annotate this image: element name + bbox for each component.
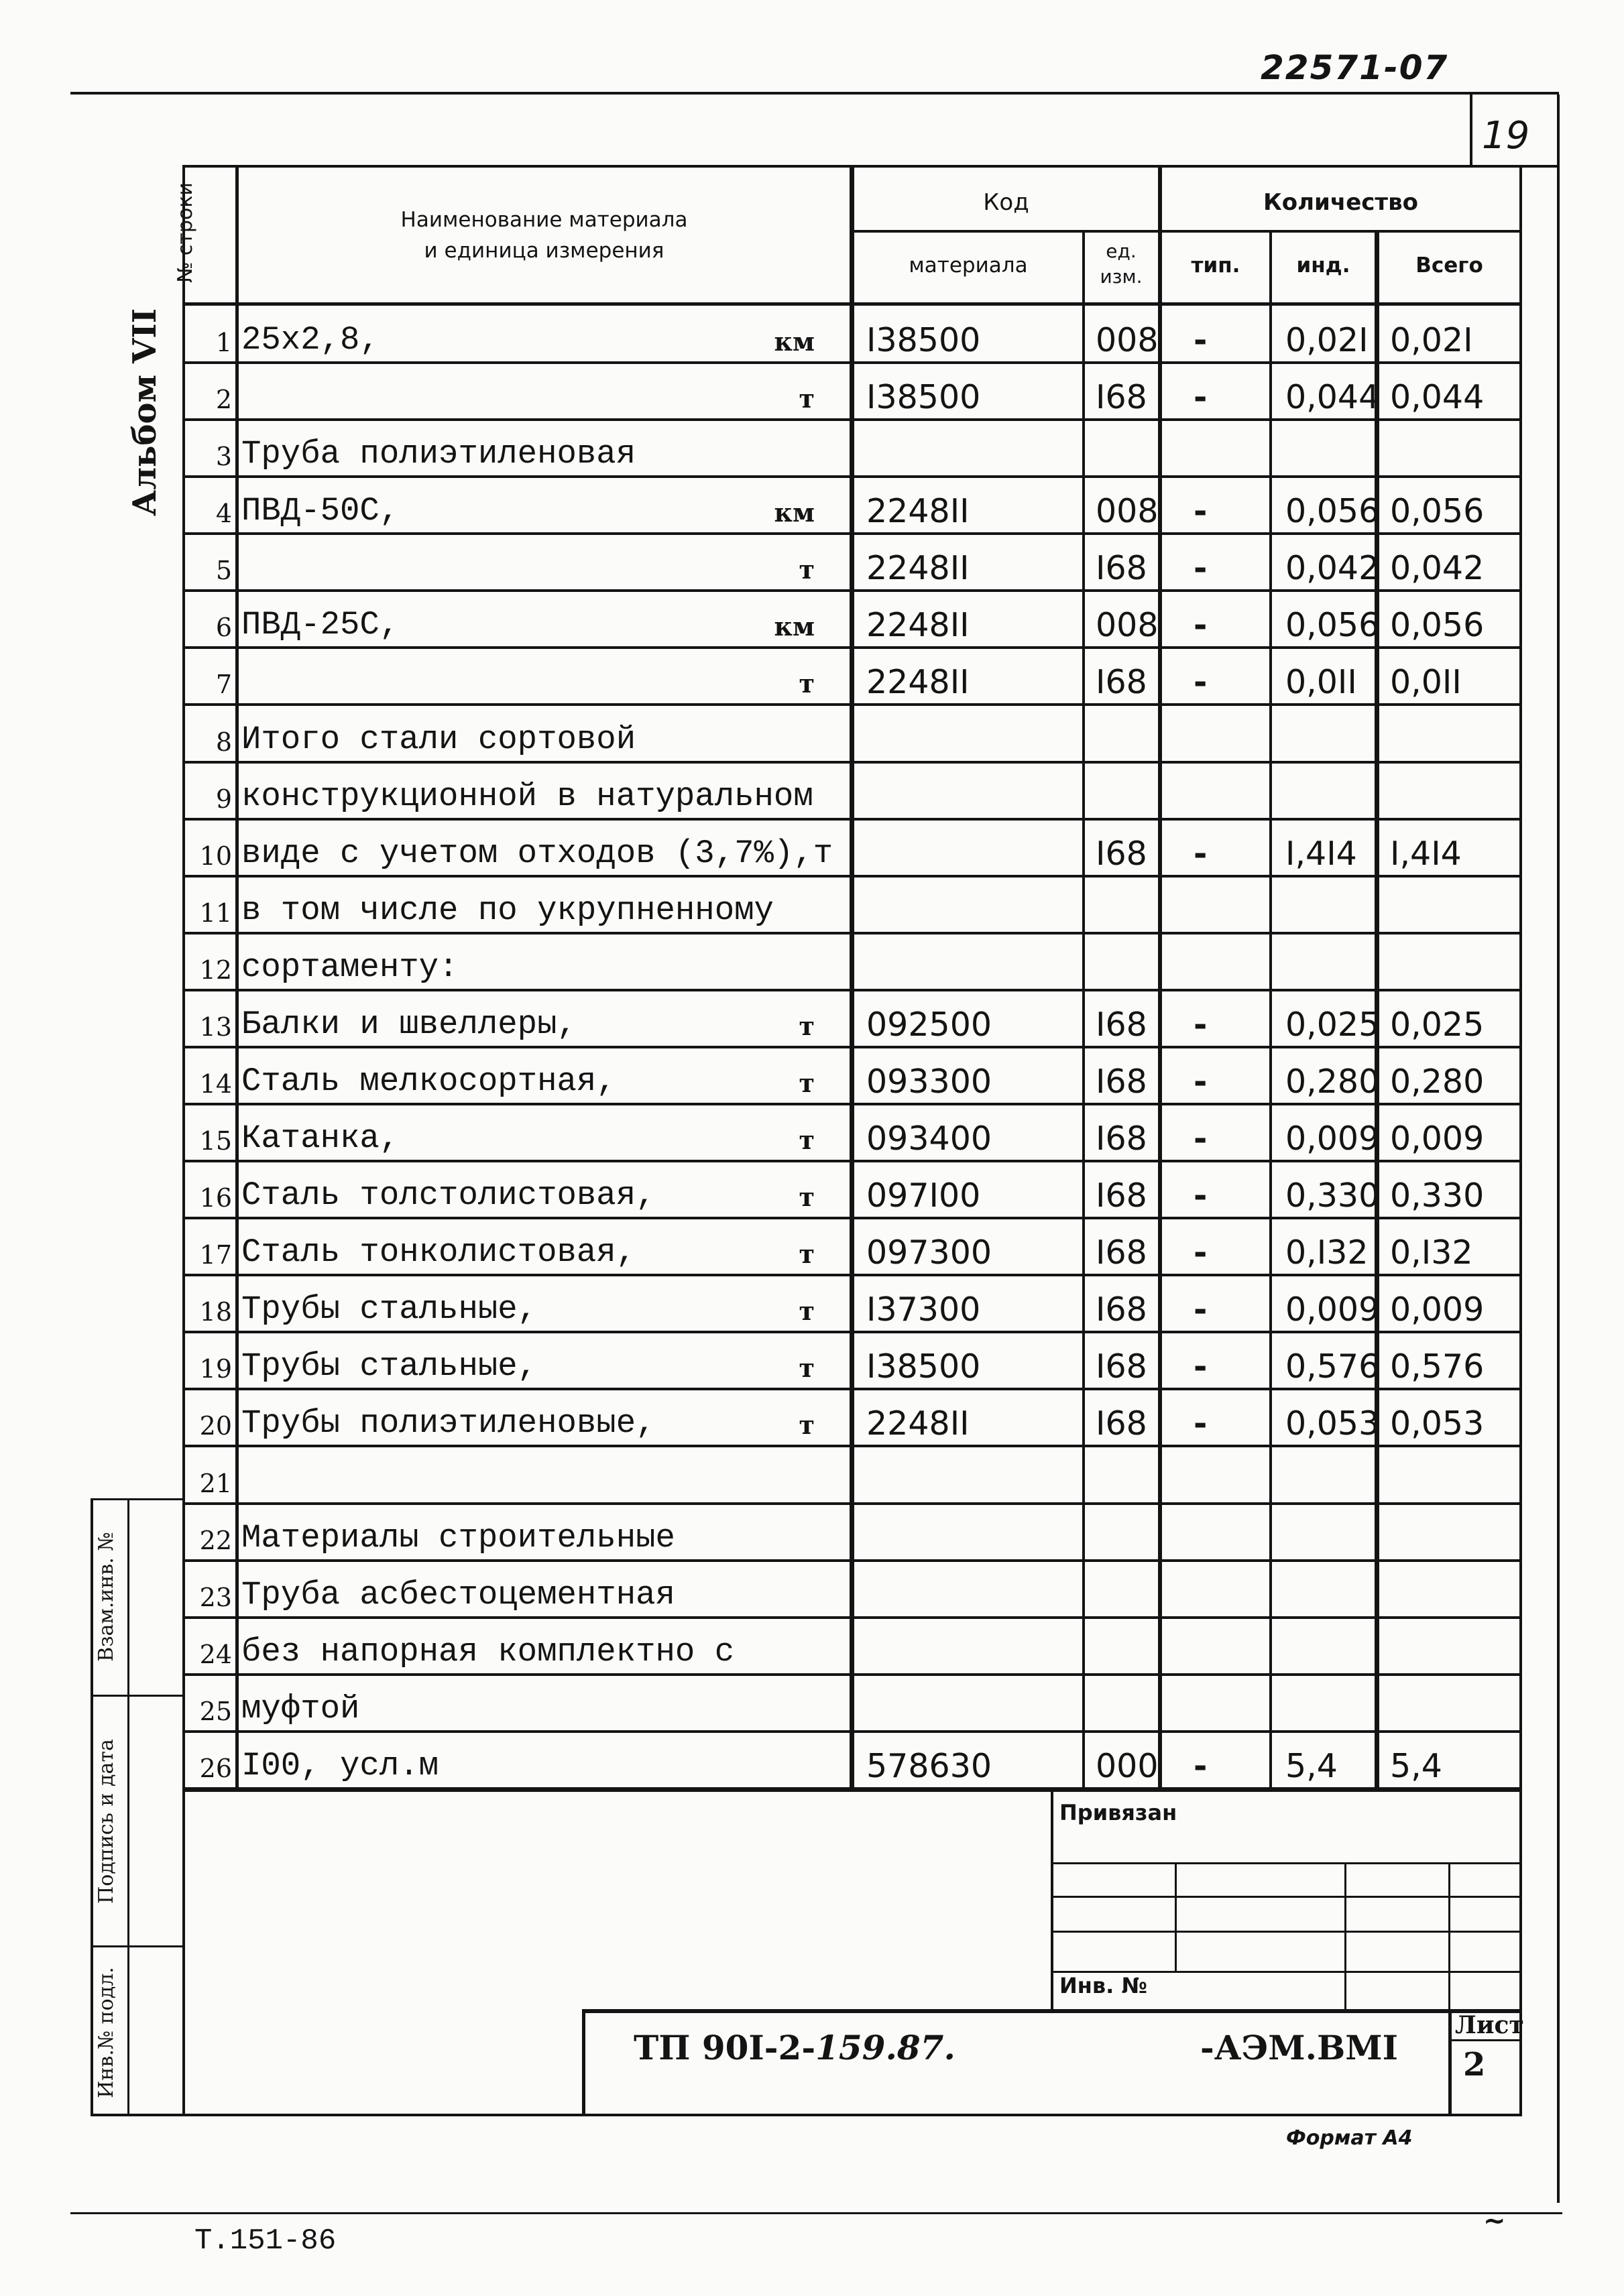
row-qty-typ: - <box>1194 1120 1208 1158</box>
designation-left <box>582 2009 585 2116</box>
row-unit-code: I68 <box>1096 1233 1147 1272</box>
format-label: Формат А4 <box>1286 2126 1413 2150</box>
row-code: 092500 <box>866 1006 992 1044</box>
row-divider <box>182 532 1522 535</box>
row-unit: т <box>799 668 815 699</box>
col-line-unit <box>1158 168 1162 1790</box>
row-divider <box>182 361 1522 364</box>
row-name: ПВД-50С, <box>241 492 400 530</box>
row-qty-total: 0,044 <box>1390 378 1485 416</box>
form-code: Т.151-86 <box>194 2224 337 2258</box>
frame-right-outer <box>1557 165 1560 2203</box>
row-name: 25х2,8, <box>241 321 380 359</box>
row-qty-total: 0,009 <box>1390 1290 1485 1329</box>
header-qty-total: Всего <box>1415 253 1483 278</box>
row-qty-typ: - <box>1194 663 1208 701</box>
row-number: 24 <box>199 1640 232 1669</box>
row-name: Сталь толстолистовая, <box>241 1176 656 1214</box>
row-number: 18 <box>199 1297 232 1327</box>
header-row-num: № строки <box>174 182 197 283</box>
row-unit-code: 008 <box>1096 492 1159 530</box>
col-line-material <box>1082 231 1085 1790</box>
row-qty-ind: 0,0II <box>1285 663 1357 701</box>
row-qty-ind: 0,056 <box>1285 606 1380 644</box>
col-line-name <box>850 168 854 1790</box>
row-unit: км <box>774 497 815 528</box>
row-qty-typ: - <box>1194 1347 1208 1386</box>
header-split <box>850 230 1522 233</box>
row-unit: т <box>799 1125 815 1155</box>
row-code: 2248II <box>866 549 970 587</box>
row-qty-total: 0,I32 <box>1390 1233 1473 1272</box>
designation-top <box>583 2009 1522 2013</box>
row-unit-code: I68 <box>1096 1176 1147 1215</box>
row-unit: т <box>799 1068 815 1098</box>
row-number: 4 <box>215 499 232 528</box>
col-line-typ <box>1269 231 1272 1790</box>
row-name: I00, усл.м <box>241 1747 439 1785</box>
row-code: I38500 <box>866 378 981 416</box>
stamp-line-3 <box>1051 1931 1522 1933</box>
row-qty-typ: - <box>1194 1176 1208 1215</box>
row-divider <box>182 818 1522 821</box>
header-code-group: Код <box>983 189 1029 216</box>
row-number: 11 <box>199 898 232 928</box>
row-divider <box>182 1559 1522 1562</box>
page-number-box-right <box>1557 95 1560 165</box>
row-name: Сталь мелкосортная, <box>241 1063 616 1100</box>
row-name: Труба полиэтиленовая <box>241 435 636 473</box>
document-number: 22571-07 <box>1261 48 1449 87</box>
row-unit: км <box>774 611 815 642</box>
row-qty-typ: - <box>1194 1006 1208 1044</box>
side-label-vzam: Взам.инв. № <box>95 1532 118 1662</box>
frame-bottom <box>91 2114 1522 2116</box>
row-divider <box>182 1445 1522 1447</box>
row-code: 097300 <box>866 1233 992 1272</box>
row-divider <box>182 1673 1522 1676</box>
stamp-col-1 <box>1175 1862 1177 1972</box>
row-divider <box>182 646 1522 649</box>
row-number: 10 <box>199 841 232 871</box>
row-divider <box>182 1103 1522 1105</box>
row-unit: т <box>799 1296 815 1326</box>
row-unit-code: I68 <box>1096 1063 1147 1101</box>
top-rule <box>70 92 1559 95</box>
header-qty-group: Количество <box>1263 189 1418 216</box>
row-number: 2 <box>215 385 232 414</box>
row-qty-ind: 0,009 <box>1285 1290 1380 1329</box>
row-unit-code: I68 <box>1096 663 1147 701</box>
row-number: 23 <box>199 1583 232 1612</box>
row-divider <box>182 703 1522 706</box>
row-code: 093300 <box>866 1063 992 1101</box>
row-qty-ind: 0,I32 <box>1285 1233 1369 1272</box>
row-divider <box>182 418 1522 421</box>
designation-suffix: -АЭМ.ВМI <box>1200 2028 1398 2067</box>
designation-handwritten: 159.87. <box>815 2028 955 2067</box>
row-divider <box>182 1616 1522 1619</box>
row-qty-typ: - <box>1194 606 1208 644</box>
row-divider <box>182 1160 1522 1162</box>
album-label: Альбом VII <box>126 308 164 516</box>
row-unit-code: I68 <box>1096 1404 1147 1443</box>
page-number: 19 <box>1482 114 1530 158</box>
row-divider <box>182 1046 1522 1048</box>
row-qty-ind: 0,053 <box>1285 1404 1380 1443</box>
row-code: I38500 <box>866 1347 981 1386</box>
row-divider <box>182 475 1522 478</box>
stamp-col-2 <box>1344 1862 1346 2011</box>
row-name: Трубы стальные, <box>241 1347 538 1385</box>
row-unit: т <box>799 383 815 414</box>
header-name-line1: Наименование материала <box>400 208 688 232</box>
signature-scribble: ~ <box>1483 2206 1506 2236</box>
row-number: 7 <box>215 670 232 699</box>
row-divider <box>182 1502 1522 1505</box>
row-qty-ind: 0,009 <box>1285 1120 1380 1158</box>
page-bottom-rule <box>70 2212 1562 2214</box>
header-code-material: материала <box>909 253 1028 278</box>
row-divider <box>182 761 1522 764</box>
row-name: Трубы полиэтиленовые, <box>241 1404 656 1442</box>
stamp-privyazan: Привязан <box>1059 1800 1177 1825</box>
row-qty-total: 0,280 <box>1390 1063 1485 1101</box>
row-name: в том числе по укрупненному <box>241 892 774 929</box>
row-number: 16 <box>199 1183 232 1213</box>
row-qty-ind: 5,4 <box>1285 1747 1338 1785</box>
strip-left <box>91 1498 93 2116</box>
row-unit-code: I68 <box>1096 1006 1147 1044</box>
header-qty-ind: инд. <box>1296 253 1350 278</box>
row-qty-total: 0,330 <box>1390 1176 1485 1215</box>
row-unit-code: I68 <box>1096 378 1147 416</box>
row-qty-typ: - <box>1194 1404 1208 1443</box>
header-bottom <box>182 302 1522 306</box>
row-code: I38500 <box>866 321 981 359</box>
stamp-top <box>182 1789 1522 1792</box>
row-qty-ind: 0,056 <box>1285 492 1380 530</box>
sheet-label: Лист <box>1455 2011 1524 2039</box>
row-qty-typ: - <box>1194 492 1208 530</box>
row-qty-total: 0,009 <box>1390 1120 1485 1158</box>
designation-left-part: ТП 90I-2- <box>634 2028 816 2067</box>
row-qty-typ: - <box>1194 1747 1208 1785</box>
row-code: 2248II <box>866 1404 970 1443</box>
row-divider <box>182 989 1522 991</box>
row-qty-ind: 0,280 <box>1285 1063 1380 1101</box>
row-code: 2248II <box>866 492 970 530</box>
row-code: 2248II <box>866 606 970 644</box>
row-number: 3 <box>215 442 232 471</box>
row-number: 6 <box>215 613 232 642</box>
row-qty-ind: 0,330 <box>1285 1176 1380 1215</box>
row-qty-ind: 0,025 <box>1285 1006 1380 1044</box>
row-unit-code: I68 <box>1096 549 1147 587</box>
header-code-unit: ед. изм. <box>1100 240 1143 288</box>
row-unit-code: 008 <box>1096 606 1159 644</box>
row-unit: км <box>774 326 815 357</box>
row-qty-typ: - <box>1194 378 1208 416</box>
row-qty-typ: - <box>1194 321 1208 359</box>
side-label-inv-podl: Инв.№ подл. <box>95 1967 118 2098</box>
row-divider <box>182 589 1522 592</box>
row-divider <box>182 1730 1522 1733</box>
row-name: Трубы стальные, <box>241 1290 538 1328</box>
row-qty-ind: 0,576 <box>1285 1347 1380 1386</box>
row-divider <box>182 1274 1522 1276</box>
row-qty-total: 0,042 <box>1390 549 1485 587</box>
row-number: 15 <box>199 1126 232 1156</box>
header-qty-typ: тип. <box>1191 253 1240 278</box>
row-code: I37300 <box>866 1290 981 1329</box>
row-number: 25 <box>199 1697 232 1726</box>
row-code: 2248II <box>866 663 970 701</box>
row-qty-ind: 0,044 <box>1285 378 1380 416</box>
row-number: 12 <box>199 955 232 985</box>
row-qty-ind: I,4I4 <box>1285 835 1357 873</box>
row-name: ПВД-25С, <box>241 606 400 644</box>
row-unit: т <box>799 1353 815 1383</box>
row-code: 097I00 <box>866 1176 981 1215</box>
row-unit-code: 000 <box>1096 1747 1159 1785</box>
row-name: Сталь тонколистовая, <box>241 1233 636 1271</box>
col-line-rownum <box>235 168 239 1790</box>
row-qty-total: 0,056 <box>1390 492 1485 530</box>
row-number: 22 <box>199 1526 232 1555</box>
row-name: сортаменту: <box>241 949 459 986</box>
row-number: 8 <box>215 727 232 757</box>
row-number: 17 <box>199 1240 232 1270</box>
side-label-podpis: Подпись и дата <box>95 1739 118 1904</box>
row-divider <box>182 932 1522 934</box>
row-divider <box>182 1217 1522 1219</box>
sheet-col-left <box>1448 2009 1452 2116</box>
stamp-line-2 <box>1051 1896 1522 1898</box>
row-qty-typ: - <box>1194 1063 1208 1101</box>
row-name: виде с учетом отходов (3,7%),т <box>241 835 833 872</box>
row-name: муфтой <box>241 1690 360 1728</box>
row-unit-code: I68 <box>1096 835 1147 873</box>
row-number: 14 <box>199 1069 232 1099</box>
table-right <box>1519 168 1522 2116</box>
row-divider <box>182 875 1522 878</box>
row-qty-total: 0,576 <box>1390 1347 1485 1386</box>
row-unit-code: I68 <box>1096 1290 1147 1329</box>
row-number: 20 <box>199 1411 232 1441</box>
row-number: 5 <box>215 556 232 585</box>
row-qty-total: 0,053 <box>1390 1404 1485 1443</box>
frame-top <box>182 165 1560 168</box>
row-divider <box>182 1388 1522 1390</box>
row-unit-code: I68 <box>1096 1120 1147 1158</box>
stamp-inv-no: Инв. № <box>1059 1973 1147 1998</box>
row-qty-typ: - <box>1194 549 1208 587</box>
row-qty-typ: - <box>1194 1290 1208 1329</box>
row-qty-total: 0,02I <box>1390 321 1473 359</box>
row-number: 13 <box>199 1012 232 1042</box>
row-qty-typ: - <box>1194 1233 1208 1272</box>
row-unit: т <box>799 1410 815 1440</box>
stamp-line-1 <box>1051 1862 1522 1864</box>
stamp-left <box>1051 1790 1053 2011</box>
row-name: без напорная комплектно с <box>241 1633 735 1671</box>
row-qty-ind: 0,02I <box>1285 321 1369 359</box>
row-qty-total: I,4I4 <box>1390 835 1462 873</box>
row-unit: т <box>799 1182 815 1212</box>
row-code: 093400 <box>866 1120 992 1158</box>
strip-mid <box>127 1498 129 2116</box>
row-qty-total: 5,4 <box>1390 1747 1442 1785</box>
row-number: 1 <box>215 328 232 357</box>
row-number: 9 <box>215 784 232 814</box>
row-name: Материалы строительные <box>241 1519 675 1557</box>
row-qty-ind: 0,042 <box>1285 549 1380 587</box>
row-unit: т <box>799 1239 815 1269</box>
row-name: Итого стали сортовой <box>241 721 636 758</box>
row-name: конструкционной в натуральном <box>241 778 813 815</box>
row-unit-code: 008 <box>1096 321 1159 359</box>
stamp-col-3 <box>1448 1862 1450 2011</box>
row-number: 26 <box>199 1754 232 1783</box>
row-unit: т <box>799 1011 815 1041</box>
row-qty-total: 0,0II <box>1390 663 1462 701</box>
row-name: Балки и швеллеры, <box>241 1006 577 1043</box>
row-name: Труба асбестоцементная <box>241 1576 675 1614</box>
row-divider <box>182 1331 1522 1333</box>
row-number: 21 <box>199 1469 232 1498</box>
header-name-line2: и единица измерения <box>424 239 664 263</box>
row-qty-total: 0,025 <box>1390 1006 1485 1044</box>
row-name: Катанка, <box>241 1120 400 1157</box>
row-number: 19 <box>199 1354 232 1384</box>
row-unit: т <box>799 554 815 585</box>
row-code: 578630 <box>866 1747 992 1785</box>
page-number-box-left <box>1470 95 1472 165</box>
row-qty-typ: - <box>1194 835 1208 873</box>
sheet-col-split <box>1450 2039 1522 2041</box>
sheet-value: 2 <box>1463 2046 1486 2083</box>
row-unit-code: I68 <box>1096 1347 1147 1386</box>
designation-text <box>634 2028 955 2067</box>
row-qty-total: 0,056 <box>1390 606 1485 644</box>
